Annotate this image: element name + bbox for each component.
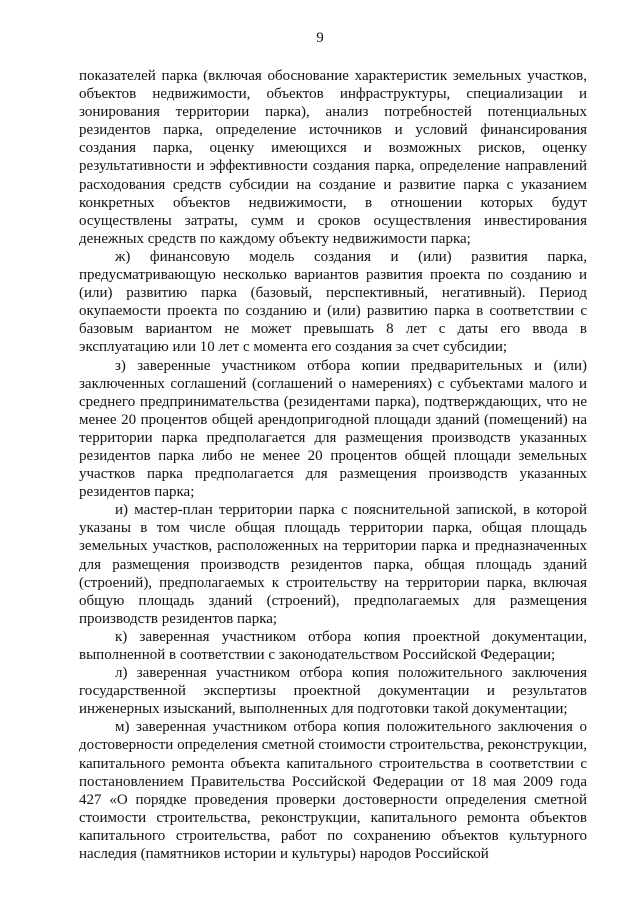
paragraph-continuation: показателей парка (включая обоснование характеристик земельных участков, объектов недвижимости, объектов инфраструктуры, специализации и зонирования территории парка), анализ потребностей потенциальных резидентов парка, определение источников и условий финансирования создания парка, оценку имеющихся и возможных рисков, оценку результативности и эффективности создания парка, определение направлений расходования средств субсидии на создание и развитие парка с указанием конкретных объектов недвижимости, в отношении которых будут осуществлены затраты, сумм и сроков осуществления инвестирования денежных средств по каждому объекту недвижимости парка; bbox=[79, 68, 587, 247]
paragraph-item-i: и) мастер-план территории парка с пояснительной запиской, в которой указаны в том числе общая площадь территории парка, общая площадь земельных участков, расположенных на территории парка и предназначенных для размещения производств резидентов парка, общая площадь зданий (строений), предполагаемых к строительству на территории парка, включая общую площадь зданий (строений), предполагаемых для размещения производств резидентов парка; bbox=[79, 502, 587, 627]
paragraph-item-z: з) заверенные участником отбора копии предварительных и (или) заключенных соглашений (соглашений о намерениях) с субъектами малого и среднего предпринимательства (резидентами парка), подтверждающих, что не менее 20 процентов общей арендопригодной площади зданий (помещений) на территории парка предполагается для размещения производств указанных резидентов парка либо не менее 20 процентов общей площади земельных участков парка предполагается для размещения производств указанных резидентов парка; bbox=[79, 357, 587, 501]
page-number: 9 bbox=[316, 30, 324, 46]
paragraph-item-l: л) заверенная участником отбора копия положительного заключения государственной экспертизы проектной документации и результатов инженерных изысканий, выполненных для подготовки такой документации; bbox=[79, 665, 587, 718]
body-text bbox=[79, 67, 587, 863]
paragraph-item-k: к) заверенная участником отбора копия проектной документации, выполненной в соответствии с законодательством Российской Федерации; bbox=[79, 628, 587, 663]
paragraph-item-m: м) заверенная участником отбора копия положительного заключения о достоверности определения сметной стоимости строительства, реконструкции, капитального ремонта объекта капитального строительства в соответствии с постановлением Правительства Российской Федерации от 18 мая 2009 года 427 «О порядке проведения проверки достоверности определения сметной стоимости строительства, реконструкции, капитального ремонта объектов капитального строительства, работ по сохранению объектов культурного наследия (памятников истории и культуры) народов Российской bbox=[79, 719, 588, 863]
paragraph-item-zh: ж) финансовую модель создания и (или) развития парка, предусматривающую несколько вариантов развития проекта по созданию и (или) развитию парка (базовый, перспективный, негативный). Период окупаемости проекта по созданию и (или) развитию парка в соответствии с базовым вариантом не может превышать 8 лет с даты его ввода в эксплуатацию или 10 лет с момента его создания за счет субсидии; bbox=[79, 248, 587, 356]
